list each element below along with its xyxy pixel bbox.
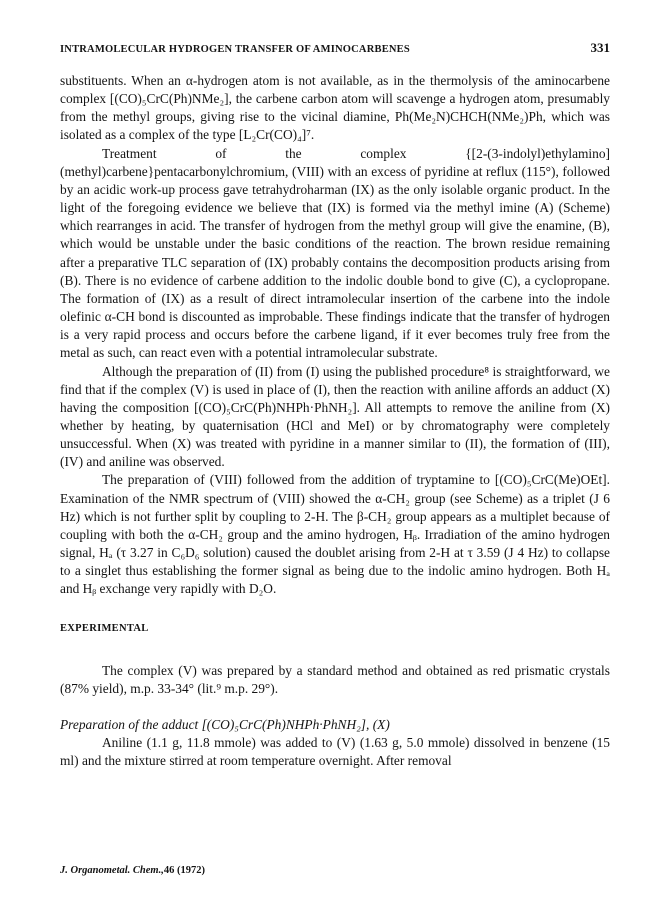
- paragraph-3: Although the preparation of (II) from (I) using the published procedure⁸ is straightforward, we find that if the complex (V) is used in place of (I), then the reaction with aniline affords an adduct (X) having the composition [(CO)₅CrC(Ph)NHPh·PhNH₂]. All attempts to remove the aniline from (X) whether by heating, by quaternisation (HCl and MeI) or by chromatography were completely unsuccessful. When (X) was treated with pyridine in a manner similar to (II), the formation of (III), (IV) and aniline was observed.: [60, 363, 610, 470]
- paragraph-4: The preparation of (VIII) followed from the addition of tryptamine to [(CO)₅CrC(Me)OEt]. Examination of the NMR spectrum of (VIII) showed the α-CH₂ group (see Scheme) as a triplet (J 6 Hz) which is not further split by coupling to 2-H. The β-CH₂ group appears as a multiplet because of coupling with both the α-CH₂ group and the amino hydrogen, Hᵦ. Irradiation of the amino hydrogen signal, Hₐ (τ 3.27 in C₆D₆ solution) caused the doublet arising from 2-H at τ 3.59 (J 4 Hz) to collapse to a singlet thus establishing the former signal as being due to the indolic amino hydrogen. Both Hₐ and Hᵦ exchange very rapidly with D₂O.: [60, 472, 610, 597]
- article-body: [60, 72, 610, 770]
- journal-volume: 46 (1972): [163, 865, 205, 876]
- journal-name: J. Organometal. Chem.,: [60, 865, 164, 876]
- experimental-subheading: Preparation of the adduct [(CO)₅CrC(Ph)NHPh·PhNH₂], (X): [60, 717, 390, 732]
- experimental-procedure: Aniline (1.1 g, 11.8 mmole) was added to (V) (1.63 g, 5.0 mmole) dissolved in benzene (15 ml) and the mixture stirred at room temperature overnight. After removal: [60, 735, 610, 769]
- page-number: 331: [590, 40, 610, 55]
- page-header: [60, 40, 610, 56]
- journal-footer: [60, 865, 205, 876]
- running-head: INTRAMOLECULAR HYDROGEN TRANSFER OF AMINOCARBENES: [60, 44, 410, 55]
- experimental-intro: The complex (V) was prepared by a standard method and obtained as red prismatic crystals (87% yield), m.p. 33-34° (lit.⁹ m.p. 29°).: [60, 662, 610, 696]
- paragraph-1: substituents. When an α-hydrogen atom is not available, as in the thermolysis of the aminocarbene complex [(CO)₅CrC(Ph)NMe₂], the carbene carbon atom will scavenge a hydrogen atom, presumably from the methyl groups, giving rise to the vicinal diamine, Ph(Me₂N)CHCH(NMe₂)Ph, which was isolated as a complex of the type [L₂Cr(CO)₄]⁷.: [60, 73, 610, 143]
- section-heading-experimental: EXPERIMENTAL: [60, 622, 149, 634]
- paragraph-2: Treatment of the complex {[2-(3-indolyl)ethylamino](methyl)carbene}pentacarbonylchromium, (VIII) with an excess of pyridine at reflux (115°), followed by an acidic work-up process gave tetrahydroharman (IX) as the only isolable organic product. In the light of the foregoing evidence we believe that (IX) is formed via the methyl imine (A) (Scheme) which rearranges in acid. The transfer of hydrogen from the methyl group will give the enamine, (B), which would be unstable under the basic conditions of the reaction. The brown residue remaining after a preparative TLC separation of (IX) probably contains the decomposition products arising from (B). There is no evidence of carbene addition to the indolic double bond to give (C), a cyclopropane. The formation of (IX) as a result of direct intramolecular insertion of the carbene into the indole olefinic α-CH bond is discounted as improbable. These findings indicate that the transfer of hydrogen is a very rapid process and occurs before the carbene ligand, if it ever becomes truly free from the metal as such, can react even with a potential intramolecular substrate.: [60, 145, 610, 361]
